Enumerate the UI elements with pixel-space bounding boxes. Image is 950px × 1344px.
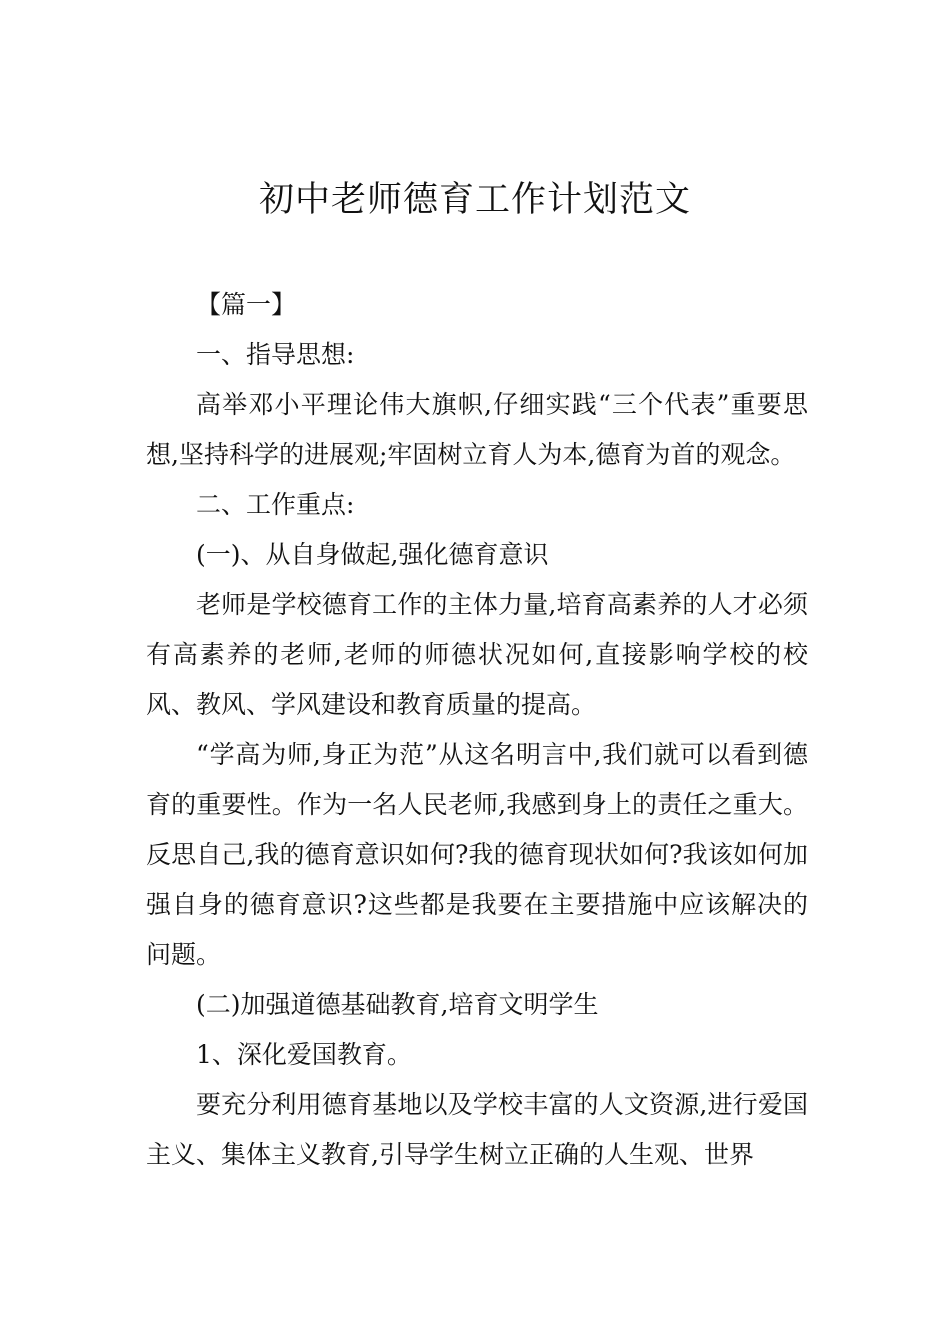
subheading-moral-education: (二)加强道德基础教育,培育文明学生 xyxy=(196,990,599,1019)
subheading-self-start: (一)、从自身做起,强化德育意识 xyxy=(196,540,549,569)
heading-work-focus: 二、工作重点: xyxy=(196,490,355,519)
document-body xyxy=(146,280,808,1180)
document-title: 初中老师德育工作计划范文 xyxy=(258,180,691,220)
heading-guiding-ideology: 一、指导思想: xyxy=(196,340,355,369)
paragraph-guiding-ideology: 高举邓小平理论伟大旗帜,仔细实践“三个代表”重要思想,坚持科学的进展观;牢固树立育人为本,德育为首的观念。 xyxy=(146,390,808,469)
paragraph-moral-importance: “学高为师,身正为范”从这名明言中,我们就可以看到德育的重要性。作为一名人民老师,我感到身上的责任之重大。反思自己,我的德育意识如何?我的德育现状如何?我该如何加强自身的德育意识?这些都是我要在主要措施中应该解决的问题。 xyxy=(146,740,808,969)
paragraph-teacher-role: 老师是学校德育工作的主体力量,培育高素养的人才必须有高素养的老师,老师的师德状况如何,直接影响学校的校风、教风、学风建设和教育质量的提高。 xyxy=(146,590,808,719)
section-heading-part-one: 【篇一】 xyxy=(196,290,297,319)
paragraph-patriotic-education: 要充分利用德育基地以及学校丰富的人文资源,进行爱国主义、集体主义教育,引导学生树立正确的人生观、世界 xyxy=(146,1090,808,1169)
item-patriotic-education: 1、深化爱国教育。 xyxy=(196,1040,412,1069)
